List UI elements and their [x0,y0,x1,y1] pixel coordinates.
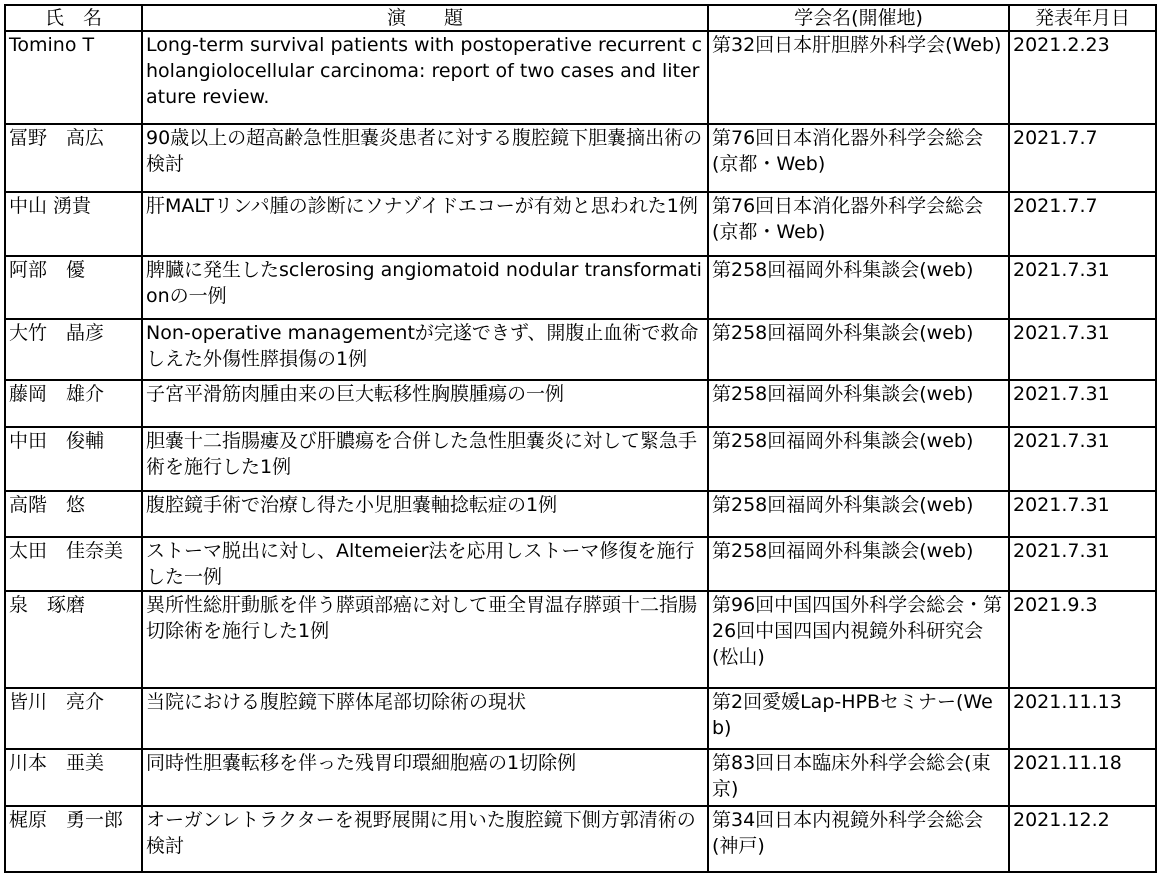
table-row [5,537,1156,591]
society-name: 第258回福岡外科集談会(web) [708,380,1009,427]
presenter-name: 皆川 亮介 [5,688,142,749]
header-society: 学会名(開催地) [708,5,1009,31]
presentation-title: 当院における腹腔鏡下膵体尾部切除術の現状 [142,688,708,749]
presentation-date: 2021.2.23 [1009,31,1156,124]
table-row [5,491,1156,537]
presentation-title: 脾臓に発生したsclerosing angiomatoid nodular transformationの一例 [142,256,708,319]
table-row [5,749,1156,806]
header-row [5,5,1156,31]
society-name: 第96回中国四国外科学会総会・第26回中国四国内視鏡外科研究会(松山) [708,591,1009,688]
presenter-name: 泉 琢磨 [5,591,142,688]
presentation-title: 異所性総肝動脈を伴う膵頭部癌に対して亜全胃温存膵頭十二指腸切除術を施行した1例 [142,591,708,688]
table-row [5,256,1156,319]
table-row [5,380,1156,427]
table-row [5,427,1156,491]
presentation-date: 2021.7.31 [1009,427,1156,491]
society-name: 第258回福岡外科集談会(web) [708,256,1009,319]
presentation-title: オーガンレトラクターを視野展開に用いた腹腔鏡下側方郭清術の検討 [142,806,708,872]
presenter-name: 太田 佳奈美 [5,537,142,591]
presentation-date: 2021.12.2 [1009,806,1156,872]
society-name: 第76回日本消化器外科学会総会(京都・Web) [708,192,1009,256]
society-name: 第258回福岡外科集談会(web) [708,427,1009,491]
society-name: 第34回日本内視鏡外科学会総会(神戸) [708,806,1009,872]
header-date: 発表年月日 [1009,5,1156,31]
presentation-title: 同時性胆嚢転移を伴った残胃印環細胞癌の1切除例 [142,749,708,806]
presenter-name: 冨野 高広 [5,124,142,192]
society-name: 第83回日本臨床外科学会総会(東京) [708,749,1009,806]
presentation-date: 2021.11.18 [1009,749,1156,806]
presentation-date: 2021.11.13 [1009,688,1156,749]
presenter-name: 高階 悠 [5,491,142,537]
presentation-title: 90歳以上の超高齢急性胆嚢炎患者に対する腹腔鏡下胆嚢摘出術の検討 [142,124,708,192]
presentation-title: 子宮平滑筋肉腫由来の巨大転移性胸膜腫瘍の一例 [142,380,708,427]
presenter-name: Tomino T [5,31,142,124]
presentation-title: ストーマ脱出に対し、Altemeier法を応用しストーマ修復を施行した一例 [142,537,708,591]
presentations-table [4,4,1157,873]
presentation-date: 2021.7.31 [1009,380,1156,427]
presentation-title: 腹腔鏡手術で治療し得た小児胆嚢軸捻転症の1例 [142,491,708,537]
society-name: 第2回愛媛Lap-HPBセミナー(Web) [708,688,1009,749]
presentation-title: 肝MALTリンパ腫の診断にソナゾイドエコーが有効と思われた1例 [142,192,708,256]
presenter-name: 川本 亜美 [5,749,142,806]
header-name: 氏 名 [5,5,142,31]
presenter-name: 梶原 勇一郎 [5,806,142,872]
table-row [5,688,1156,749]
society-name: 第32回日本肝胆膵外科学会(Web) [708,31,1009,124]
presenter-name: 大竹 晶彦 [5,319,142,380]
table-row [5,124,1156,192]
presenter-name: 中田 俊輔 [5,427,142,491]
presentation-title: Non-operative managementが完遂できず、開腹止血術で救命しえた外傷性膵損傷の1例 [142,319,708,380]
presenter-name: 藤岡 雄介 [5,380,142,427]
presentation-date: 2021.7.31 [1009,537,1156,591]
society-name: 第258回福岡外科集談会(web) [708,491,1009,537]
presentation-date: 2021.7.31 [1009,319,1156,380]
presentation-date: 2021.7.31 [1009,256,1156,319]
presentation-date: 2021.7.7 [1009,124,1156,192]
presentation-date: 2021.9.3 [1009,591,1156,688]
society-name: 第258回福岡外科集談会(web) [708,319,1009,380]
table-row [5,591,1156,688]
header-title: 演 題 [142,5,708,31]
table-row [5,319,1156,380]
society-name: 第76回日本消化器外科学会総会(京都・Web) [708,124,1009,192]
society-name: 第258回福岡外科集談会(web) [708,537,1009,591]
presenter-name: 阿部 優 [5,256,142,319]
table-row [5,806,1156,872]
presentation-title: 胆嚢十二指腸瘻及び肝膿瘍を合併した急性胆嚢炎に対して緊急手術を施行した1例 [142,427,708,491]
table-row [5,31,1156,124]
presentation-date: 2021.7.7 [1009,192,1156,256]
table-row [5,192,1156,256]
presenter-name: 中山 湧貴 [5,192,142,256]
presentation-date: 2021.7.31 [1009,491,1156,537]
presentation-title: Long-term survival patients with postoperative recurrent cholangiolocellular carcinoma: report of two cases and literature review. [142,31,708,124]
